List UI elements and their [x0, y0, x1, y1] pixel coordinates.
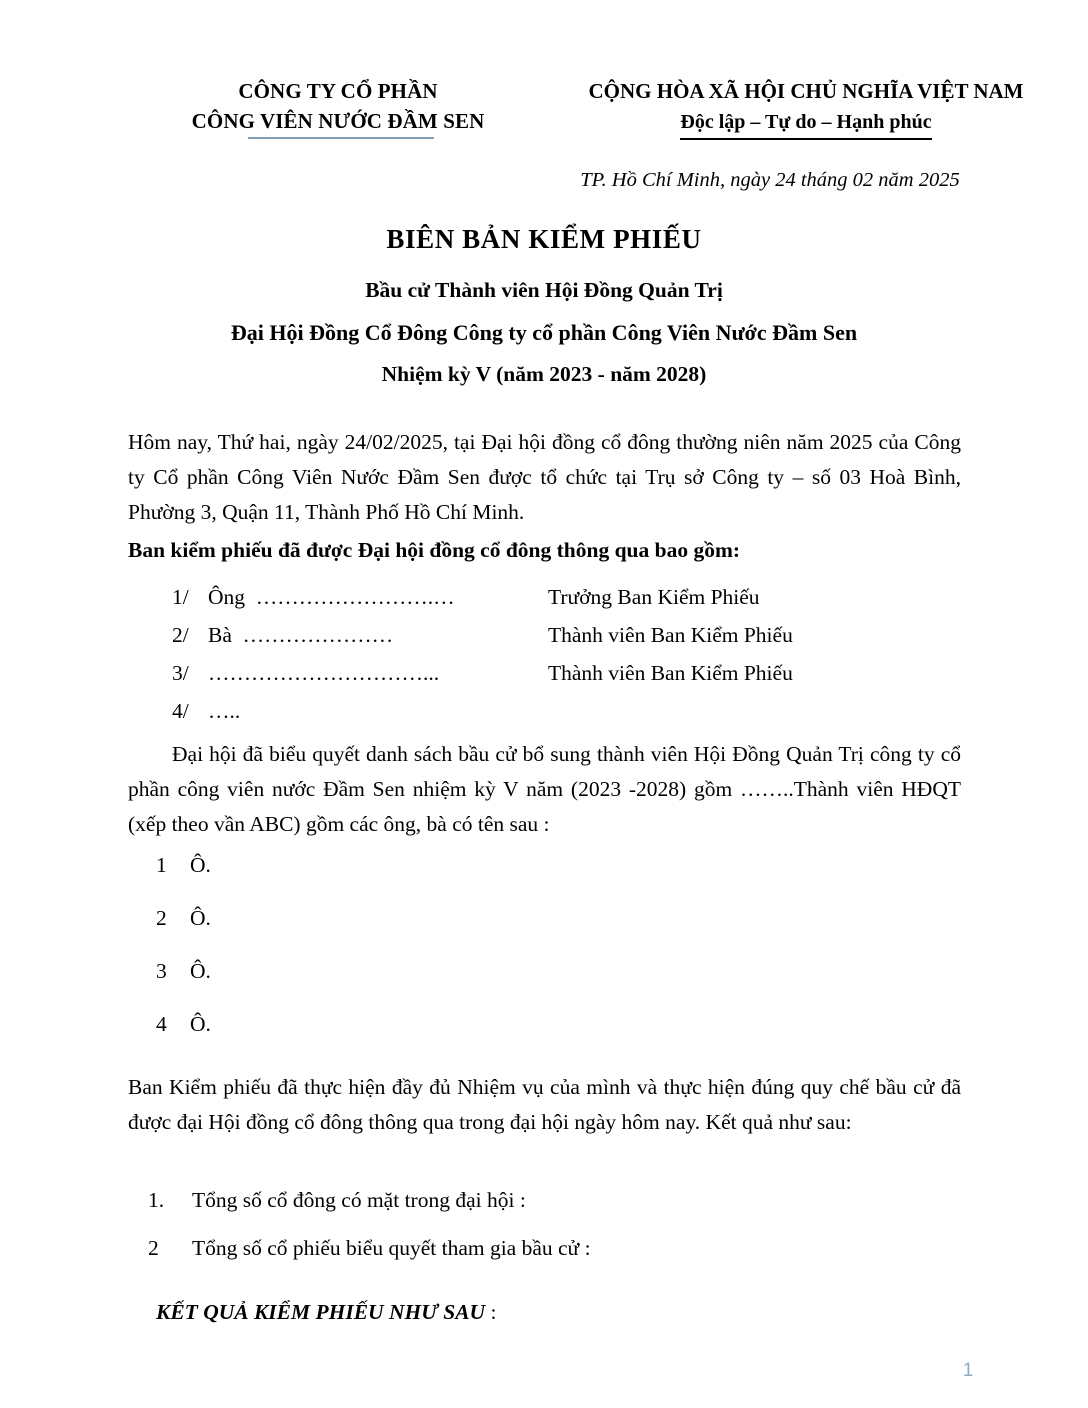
intro-paragraph: Hôm nay, Thứ hai, ngày 24/02/2025, tại Đại hội đồng cổ đông thường niên năm 2025 của Công ty Cổ phần Công Viên Nước Đầm Sen được tổ chức tại Trụ sở Công ty – số 03 Hoà Bình, Phường 3, Quận 11, Thành Phố Hồ Chí Minh.	[128, 430, 961, 524]
list-item	[148, 1188, 908, 1236]
resolution-paragraph: Đại hội đã biểu quyết danh sách bầu cử bổ sung thành viên Hội Đồng Quản Trị công ty cổ phần công viên nước Đầm Sen nhiệm kỳ V năm (2023 -2028) gồm ……..Thành viên HĐQT (xếp theo vần ABC) gồm các ông, bà có tên sau :	[128, 742, 961, 836]
document-header	[0, 76, 1088, 140]
company-name-underline	[248, 137, 435, 139]
member-name: …………………………...	[208, 661, 440, 685]
company-block	[128, 76, 548, 136]
list-item	[148, 1236, 908, 1284]
result-label: Tổng số cổ đông có mặt trong đại hội :	[192, 1188, 526, 1212]
member-role: Thành viên Ban Kiểm Phiếu	[548, 623, 793, 647]
page-title: BIÊN BẢN KIỂM PHIẾU	[386, 224, 702, 254]
national-motto-wrapper	[556, 106, 1056, 140]
candidate-number: 3	[156, 959, 167, 983]
candidate-name: Ô.	[190, 906, 211, 930]
member-number: 3/	[172, 661, 189, 685]
member-name: Ông …………………….…	[208, 585, 455, 609]
candidate-number: 2	[156, 906, 167, 930]
duty-paragraph: Ban Kiểm phiếu đã thực hiện đầy đủ Nhiệm vụ của mình và thực hiện đúng quy chế bầu cử đã được đại Hội đồng cổ đông thông qua trong đại hội ngày hôm nay. Kết quả như sau:	[128, 1075, 961, 1134]
member-name: …..	[208, 699, 241, 723]
list-item	[156, 1012, 656, 1065]
result-label: Tổng số cổ phiếu biểu quyết tham gia bầu cử :	[192, 1236, 591, 1260]
subtitle-election-scope: Bầu cử Thành viên Hội Đồng Quản Trị	[365, 278, 723, 302]
list-item	[156, 853, 656, 906]
page-number: 1	[962, 1360, 974, 1381]
member-number: 2/	[172, 623, 189, 647]
result-list	[148, 1188, 908, 1284]
list-item	[172, 654, 932, 692]
list-item	[156, 959, 656, 1012]
member-name: Bà …………………	[208, 623, 394, 647]
result-number: 2	[148, 1236, 159, 1260]
national-heading-block	[556, 76, 1056, 140]
results-section-heading	[156, 1300, 496, 1325]
committee-member-list	[172, 578, 932, 730]
candidate-name: Ô.	[190, 959, 211, 983]
list-item	[172, 616, 932, 654]
list-item	[172, 578, 932, 616]
place-and-date: TP. Hồ Chí Minh, ngày 24 tháng 02 năm 2025	[580, 169, 960, 191]
candidate-number: 1	[156, 853, 167, 877]
results-section-heading-colon: :	[485, 1300, 497, 1324]
list-item	[156, 906, 656, 959]
company-name-line2-wrapper	[192, 106, 485, 136]
result-number: 1.	[148, 1188, 165, 1212]
subtitle-term: Nhiệm kỳ V (năm 2023 - năm 2028)	[381, 362, 707, 386]
candidate-list	[156, 853, 656, 1065]
member-number: 1/	[172, 585, 189, 609]
candidate-number: 4	[156, 1012, 167, 1036]
company-name-line2: CÔNG VIÊN NƯỚC ĐẦM SEN	[191, 109, 485, 133]
list-item	[172, 692, 932, 730]
results-section-heading-text: KẾT QUẢ KIỂM PHIẾU NHƯ SAU	[156, 1300, 486, 1324]
member-number: 4/	[172, 699, 189, 723]
subtitle-assembly: Đại Hội Đồng Cổ Đông Công ty cổ phần Công Viên Nước Đầm Sen	[230, 320, 858, 345]
member-role: Thành viên Ban Kiểm Phiếu	[548, 661, 793, 685]
national-title: CỘNG HÒA XÃ HỘI CHỦ NGHĨA VIỆT NAM	[588, 79, 1024, 103]
company-name-line1: CÔNG TY CỔ PHẦN	[238, 79, 438, 103]
member-role: Trưởng Ban Kiểm Phiếu	[548, 585, 760, 609]
national-motto: Độc lập – Tự do – Hạnh phúc	[680, 107, 931, 140]
committee-heading: Ban kiểm phiếu đã được Đại hội đồng cổ đông thông qua bao gồm:	[128, 538, 741, 562]
candidate-name: Ô.	[190, 1012, 211, 1036]
candidate-name: Ô.	[190, 853, 211, 877]
